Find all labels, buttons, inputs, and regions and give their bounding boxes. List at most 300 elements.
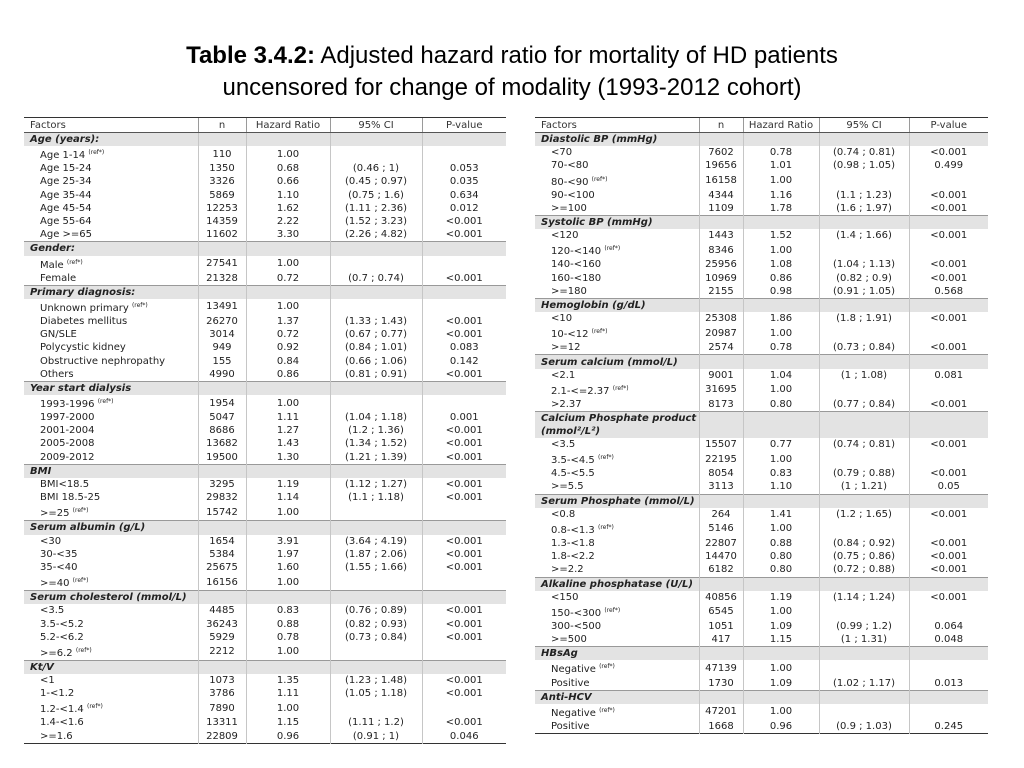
n-cell: 5929: [198, 631, 246, 644]
ci-cell: (1.2 ; 1.65): [819, 508, 909, 521]
table-row: [535, 325, 988, 341]
section-header-row: [535, 215, 988, 229]
n-cell: 4990: [198, 368, 246, 382]
n-cell: 10969: [699, 272, 743, 285]
factor-label: >=25: [40, 508, 70, 520]
empty-cell: [330, 285, 422, 299]
p-value-cell: [909, 604, 988, 620]
p-value-cell: [909, 451, 988, 467]
table-row: [24, 631, 506, 644]
empty-cell: [198, 381, 246, 395]
table-row: [24, 299, 506, 315]
section-header-row: [535, 577, 988, 591]
section-title: HBsAg: [535, 647, 699, 661]
ci-cell: (2.26 ; 4.82): [330, 228, 422, 242]
ci-cell: (0.75 ; 0.86): [819, 550, 909, 563]
table-row: [535, 591, 988, 604]
empty-cell: [819, 215, 909, 229]
section-title: Alkaline phosphatase (U/L): [535, 577, 699, 591]
factor-cell: [535, 676, 699, 690]
hazard-ratio-cell: 0.80: [743, 398, 819, 412]
n-cell: 14470: [699, 550, 743, 563]
ci-cell: (1.23 ; 1.48): [330, 674, 422, 687]
ci-cell: (1.04 ; 1.13): [819, 258, 909, 271]
empty-cell: [699, 298, 743, 312]
p-value-cell: [909, 242, 988, 258]
table-row: [24, 687, 506, 700]
p-value-cell: [422, 644, 506, 661]
p-value-cell: <0.001: [422, 548, 506, 561]
empty-cell: [743, 412, 819, 439]
hazard-ratio-cell: 1.08: [743, 258, 819, 271]
p-value-cell: [909, 325, 988, 341]
table-row: [535, 704, 988, 720]
factor-label: 1997-2000: [40, 412, 95, 424]
ci-cell: (0.91 ; 1): [330, 730, 422, 744]
empty-cell: [246, 521, 330, 535]
table-row: [24, 437, 506, 450]
hazard-ratio-cell: 0.86: [743, 272, 819, 285]
empty-cell: [909, 215, 988, 229]
table-row: [24, 328, 506, 341]
reference-marker: (ref*): [86, 703, 103, 711]
n-cell: 1350: [198, 162, 246, 175]
empty-cell: [198, 660, 246, 674]
n-cell: 47201: [699, 704, 743, 720]
hazard-ratio-cell: 1.14: [246, 491, 330, 504]
factor-cell: [24, 604, 198, 617]
hazard-ratio-cell: 1.37: [246, 315, 330, 328]
empty-cell: [909, 577, 988, 591]
factor-cell: [535, 438, 699, 451]
table-row: [24, 574, 506, 591]
n-cell: 5047: [198, 411, 246, 424]
factor-cell: [535, 480, 699, 494]
section-header-row: [535, 647, 988, 661]
table-row: [535, 258, 988, 271]
factor-label: 300-<500: [551, 620, 602, 632]
ci-cell: (1.11 ; 2.36): [330, 202, 422, 215]
empty-cell: [330, 242, 422, 256]
hazard-ratio-cell: 0.96: [743, 720, 819, 734]
factor-label: Male: [40, 259, 64, 271]
hazard-ratio-cell: 1.11: [246, 687, 330, 700]
factor-cell: [535, 173, 699, 189]
section-header-row: [24, 591, 506, 605]
p-value-cell: <0.001: [422, 478, 506, 491]
reference-marker: (ref*): [597, 523, 614, 531]
hazard-ratio-cell: 1.15: [246, 716, 330, 729]
p-value-cell: 0.634: [422, 189, 506, 202]
factor-cell: [24, 272, 198, 286]
header-hazard-ratio: Hazard Ratio: [743, 118, 819, 133]
hazard-ratio-cell: 1.00: [246, 146, 330, 162]
table-row: [535, 620, 988, 633]
factor-label: Age 35-44: [40, 189, 92, 201]
factor-label: 5.2-<6.2: [40, 631, 84, 643]
factor-label: BMI 18.5-25: [40, 492, 101, 504]
table-row: [535, 676, 988, 690]
hazard-ratio-cell: 3.91: [246, 535, 330, 548]
p-value-cell: <0.001: [422, 437, 506, 450]
factor-label: Diabetes mellitus: [40, 315, 128, 327]
hazard-ratio-cell: 1.00: [743, 242, 819, 258]
factor-cell: [535, 537, 699, 550]
reference-marker: (ref*): [604, 606, 621, 614]
p-value-cell: <0.001: [909, 467, 988, 480]
table-row: [535, 451, 988, 467]
factor-label: >=100: [551, 202, 587, 214]
n-cell: 1051: [699, 620, 743, 633]
p-value-cell: <0.001: [422, 561, 506, 574]
hazard-ratio-cell: 0.80: [743, 563, 819, 577]
empty-cell: [699, 690, 743, 704]
table-row: [535, 720, 988, 734]
table-row: [24, 478, 506, 491]
hazard-ratio-cell: 1.86: [743, 312, 819, 325]
header-row: [535, 118, 988, 133]
p-value-cell: 0.142: [422, 354, 506, 367]
section-title: Age (years):: [24, 133, 198, 147]
header-95ci: 95% CI: [330, 118, 422, 133]
empty-cell: [819, 647, 909, 661]
factor-label: 140-<160: [551, 259, 602, 271]
n-cell: 5146: [699, 521, 743, 537]
n-cell: 25308: [699, 312, 743, 325]
factor-label: 0.8-<1.3: [551, 524, 595, 536]
factor-cell: [24, 478, 198, 491]
n-cell: 16156: [198, 574, 246, 591]
empty-cell: [699, 355, 743, 369]
ci-cell: (1.33 ; 1.43): [330, 315, 422, 328]
p-value-cell: [909, 660, 988, 676]
table-row: [24, 189, 506, 202]
empty-cell: [198, 591, 246, 605]
empty-cell: [330, 381, 422, 395]
factor-cell: [535, 189, 699, 202]
p-value-cell: <0.001: [909, 202, 988, 216]
n-cell: 6545: [699, 604, 743, 620]
ci-cell: [330, 644, 422, 661]
header-n: n: [198, 118, 246, 133]
factor-cell: [24, 162, 198, 175]
factor-cell: [24, 368, 198, 382]
factor-cell: [24, 574, 198, 591]
ci-cell: [330, 256, 422, 272]
ci-cell: (0.82 ; 0.9): [819, 272, 909, 285]
p-value-cell: [909, 173, 988, 189]
p-value-cell: <0.001: [909, 537, 988, 550]
ci-cell: (0.74 ; 0.81): [819, 438, 909, 451]
hazard-ratio-cell: 0.88: [246, 617, 330, 630]
p-value-cell: [422, 299, 506, 315]
left-table-panel: [24, 117, 506, 744]
n-cell: 15742: [198, 504, 246, 521]
table-row: [24, 424, 506, 437]
factor-label: >=1.6: [40, 730, 73, 742]
section-title: Serum albumin (g/L): [24, 521, 198, 535]
n-cell: 29832: [198, 491, 246, 504]
p-value-cell: 0.001: [422, 411, 506, 424]
factor-label: <150: [551, 591, 579, 603]
reference-marker: (ref*): [597, 454, 614, 462]
n-cell: 22809: [198, 730, 246, 744]
factor-label: Negative: [551, 707, 596, 719]
n-cell: 22195: [699, 451, 743, 467]
hazard-ratio-cell: 1.41: [743, 508, 819, 521]
table-row: [24, 716, 506, 729]
ci-cell: [819, 660, 909, 676]
section-header-row: [535, 298, 988, 312]
table-row: [535, 604, 988, 620]
factor-cell: [24, 228, 198, 242]
reference-marker: (ref*): [612, 384, 629, 392]
empty-cell: [743, 355, 819, 369]
table-row: [24, 215, 506, 228]
hazard-ratio-cell: 1.00: [246, 299, 330, 315]
p-value-cell: <0.001: [422, 315, 506, 328]
header-95ci: 95% CI: [819, 118, 909, 133]
factor-cell: [24, 535, 198, 548]
section-header-row: [24, 285, 506, 299]
hazard-ratio-cell: 1.00: [246, 644, 330, 661]
reference-marker: (ref*): [72, 577, 89, 585]
n-cell: 13311: [198, 716, 246, 729]
p-value-cell: <0.001: [422, 228, 506, 242]
p-value-cell: 0.035: [422, 175, 506, 188]
factor-label: Age 25-34: [40, 176, 92, 188]
header-hazard-ratio: Hazard Ratio: [246, 118, 330, 133]
factor-cell: [24, 674, 198, 687]
section-header-row: [535, 412, 988, 439]
factor-cell: [24, 687, 198, 700]
table-row: [535, 438, 988, 451]
factor-label: 90-<100: [551, 189, 595, 201]
hazard-ratio-cell: 0.92: [246, 341, 330, 354]
table-row: [24, 644, 506, 661]
p-value-cell: 0.053: [422, 162, 506, 175]
empty-cell: [909, 494, 988, 508]
factor-cell: [535, 508, 699, 521]
ci-cell: (1.14 ; 1.24): [819, 591, 909, 604]
n-cell: 949: [198, 341, 246, 354]
n-cell: 13682: [198, 437, 246, 450]
n-cell: 4344: [699, 189, 743, 202]
section-title: Hemoglobin (g/dL): [535, 298, 699, 312]
hazard-ratio-cell: 0.83: [743, 467, 819, 480]
factor-label: 3.5-<5.2: [40, 618, 84, 630]
table-row: [24, 730, 506, 744]
factor-cell: [535, 285, 699, 299]
factor-cell: [535, 312, 699, 325]
factor-cell: [535, 591, 699, 604]
empty-cell: [198, 521, 246, 535]
ci-cell: (0.72 ; 0.88): [819, 563, 909, 577]
header-p-value: P-value: [909, 118, 988, 133]
factor-label: GN/SLE: [40, 329, 77, 341]
ci-cell: [330, 299, 422, 315]
n-cell: 40856: [699, 591, 743, 604]
empty-cell: [819, 298, 909, 312]
title-line-2: uncensored for change of modality (1993-2012 cohort): [222, 74, 802, 101]
factor-cell: [535, 325, 699, 341]
p-value-cell: 0.568: [909, 285, 988, 299]
table-row: [535, 467, 988, 480]
factor-cell: [24, 215, 198, 228]
factor-cell: [24, 644, 198, 661]
table-row: [24, 548, 506, 561]
factor-label: BMI<18.5: [40, 479, 90, 491]
factor-label: 2009-2012: [40, 451, 95, 463]
factor-cell: [535, 229, 699, 242]
section-header-row: [24, 660, 506, 674]
empty-cell: [743, 647, 819, 661]
factor-label: 1.8-<2.2: [551, 551, 595, 563]
empty-cell: [699, 215, 743, 229]
ci-cell: (0.46 ; 1): [330, 162, 422, 175]
factor-label: 35-<40: [40, 561, 78, 573]
n-cell: 1654: [198, 535, 246, 548]
table-row: [24, 451, 506, 465]
p-value-cell: 0.012: [422, 202, 506, 215]
empty-cell: [819, 133, 909, 147]
p-value-cell: <0.001: [422, 716, 506, 729]
factor-cell: [535, 382, 699, 398]
title-line-1: [0, 40, 1024, 72]
table-row: [535, 382, 988, 398]
factor-cell: [24, 395, 198, 411]
factor-cell: [24, 548, 198, 561]
table-row: [24, 368, 506, 382]
empty-cell: [743, 133, 819, 147]
n-cell: 14359: [198, 215, 246, 228]
table-row: [535, 189, 988, 202]
factor-label: Age >=65: [40, 229, 93, 241]
factor-cell: [535, 563, 699, 577]
p-value-cell: <0.001: [422, 674, 506, 687]
ci-cell: [819, 451, 909, 467]
n-cell: 155: [198, 354, 246, 367]
table-row: [24, 202, 506, 215]
factor-label: 4.5-<5.5: [551, 468, 595, 480]
ci-cell: [819, 382, 909, 398]
table-row: [535, 521, 988, 537]
p-value-cell: <0.001: [422, 328, 506, 341]
hazard-ratio-cell: 1.10: [246, 189, 330, 202]
hazard-ratio-cell: 3.30: [246, 228, 330, 242]
hazard-ratio-cell: 0.78: [246, 631, 330, 644]
ci-cell: (0.66 ; 1.06): [330, 354, 422, 367]
table-row: [24, 175, 506, 188]
empty-cell: [819, 412, 909, 439]
n-cell: 8173: [699, 398, 743, 412]
section-title: Diastolic BP (mmHg): [535, 133, 699, 147]
ci-cell: (0.73 ; 0.84): [330, 631, 422, 644]
section-title: Anti-HCV: [535, 690, 699, 704]
ci-cell: [819, 604, 909, 620]
hazard-ratio-cell: 1.04: [743, 369, 819, 382]
p-value-cell: [909, 704, 988, 720]
factor-label: 1-<1.2: [40, 688, 75, 700]
p-value-cell: [422, 504, 506, 521]
ci-cell: (1.04 ; 1.18): [330, 411, 422, 424]
table-row: [24, 535, 506, 548]
n-cell: 36243: [198, 617, 246, 630]
factor-cell: [24, 328, 198, 341]
section-title: BMI: [24, 464, 198, 478]
n-cell: 25675: [198, 561, 246, 574]
empty-cell: [422, 381, 506, 395]
factor-label: Age 15-24: [40, 163, 92, 175]
n-cell: 16158: [699, 173, 743, 189]
n-cell: 5384: [198, 548, 246, 561]
table-row: [24, 411, 506, 424]
table-row: [24, 491, 506, 504]
ci-cell: (0.45 ; 0.97): [330, 175, 422, 188]
table-row: [24, 162, 506, 175]
ci-cell: (0.84 ; 0.92): [819, 537, 909, 550]
p-value-cell: 0.083: [422, 341, 506, 354]
empty-cell: [246, 242, 330, 256]
empty-cell: [246, 464, 330, 478]
factor-cell: [535, 258, 699, 271]
p-value-cell: 0.064: [909, 620, 988, 633]
empty-cell: [422, 242, 506, 256]
n-cell: 21328: [198, 272, 246, 286]
hazard-ratio-cell: 0.66: [246, 175, 330, 188]
section-title: Serum cholesterol (mmol/L): [24, 591, 198, 605]
empty-cell: [909, 298, 988, 312]
ci-cell: [819, 704, 909, 720]
ci-cell: (0.76 ; 0.89): [330, 604, 422, 617]
factor-cell: [535, 720, 699, 734]
table-row: [535, 341, 988, 355]
n-cell: 1668: [699, 720, 743, 734]
n-cell: 3326: [198, 175, 246, 188]
factor-label: >=12: [551, 342, 581, 354]
p-value-cell: <0.001: [909, 229, 988, 242]
hazard-ratio-cell: 1.00: [246, 504, 330, 521]
n-cell: 20987: [699, 325, 743, 341]
table-row: [535, 202, 988, 216]
p-value-cell: 0.013: [909, 676, 988, 690]
n-cell: 1073: [198, 674, 246, 687]
n-cell: 11602: [198, 228, 246, 242]
factor-cell: [535, 660, 699, 676]
table-row: [24, 604, 506, 617]
ci-cell: (0.84 ; 1.01): [330, 341, 422, 354]
hazard-ratio-cell: 1.00: [743, 382, 819, 398]
ci-cell: (0.77 ; 0.84): [819, 398, 909, 412]
table-row: [535, 272, 988, 285]
empty-cell: [422, 285, 506, 299]
section-title: Year start dialysis: [24, 381, 198, 395]
hazard-ratio-cell: 1.09: [743, 620, 819, 633]
p-value-cell: <0.001: [422, 451, 506, 465]
p-value-cell: <0.001: [422, 215, 506, 228]
factor-cell: [24, 424, 198, 437]
empty-cell: [330, 133, 422, 147]
hazard-ratio-cell: 0.98: [743, 285, 819, 299]
empty-cell: [699, 577, 743, 591]
ci-cell: (0.99 ; 1.2): [819, 620, 909, 633]
hazard-ratio-cell: 1.10: [743, 480, 819, 494]
factor-cell: [24, 175, 198, 188]
section-header-row: [535, 494, 988, 508]
factor-label: <30: [40, 535, 62, 547]
p-value-cell: <0.001: [422, 687, 506, 700]
p-value-cell: [422, 574, 506, 591]
